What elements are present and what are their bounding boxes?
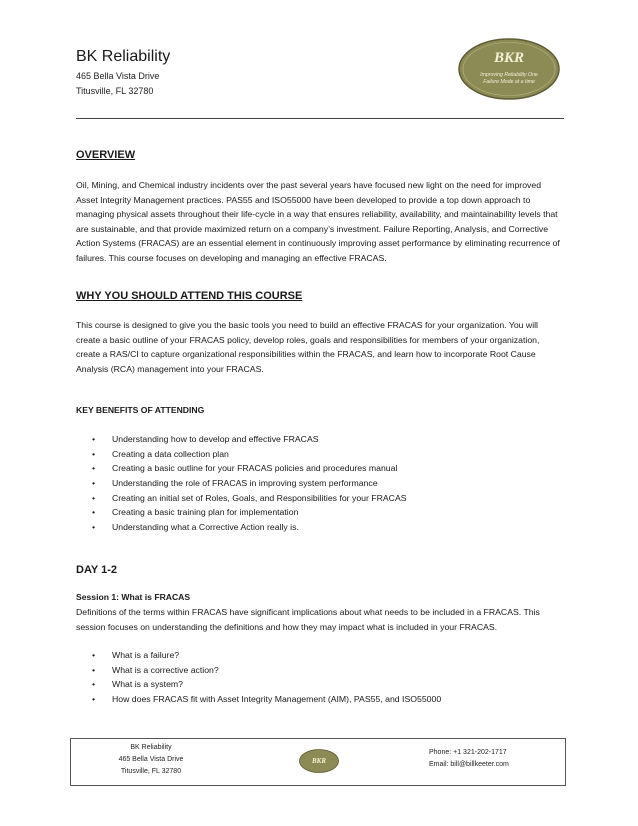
benefit-text: Creating an initial set of Roles, Goals, and Responsibilities for your FRACAS — [112, 492, 407, 503]
session-item-text: What is a system? — [112, 679, 183, 690]
list-item — [92, 663, 552, 678]
bullet-glyph: • — [92, 463, 96, 474]
benefit-text: Understanding how to develop and effective FRACAS — [112, 434, 319, 444]
logo-initials: BKR — [493, 50, 525, 66]
session-title: Session 1: What is FRACAS — [76, 592, 191, 602]
list-item — [92, 648, 552, 663]
session-item-text: How does FRACAS fit with Asset Integrity Management (AIM), PAS55, and ISO55000 — [112, 694, 442, 705]
session-item-text: What is a corrective action? — [112, 664, 219, 675]
list-item — [92, 476, 552, 491]
bullet-glyph: • — [92, 478, 96, 489]
company-name: BK Reliability — [76, 48, 171, 65]
why-attend-paragraph: This course is designed to give you the basic tools you need to build an effective FRACAS for your organization. You will create a basic outline of your FRACAS policy, develop roles, goals and responsibilities for members of your organization, create a RAS/CI to capture organizational responsibilities within the FRACAS, and learn how to incorporate Root Cause Analysis (RCA) management into your FRACAS. — [76, 320, 540, 374]
key-benefits-heading: KEY BENEFITS OF ATTENDING — [76, 405, 205, 415]
overview-heading: OVERVIEW — [76, 149, 136, 161]
session-list — [92, 648, 552, 707]
bullet-glyph: • — [92, 492, 96, 503]
benefit-text: Creating a basic outline for your FRACAS policies and procedures manual — [112, 463, 398, 474]
footer-email[interactable]: Email: bill@billkeeter.com — [429, 761, 509, 768]
list-item — [92, 677, 552, 692]
bullet-glyph: • — [92, 694, 96, 705]
logo-tagline-1: Improving Reliability One — [480, 72, 538, 78]
address-line-2: Titusville, FL 32780 — [76, 86, 154, 96]
header-divider — [76, 118, 564, 119]
benefit-text: Creating a data collection plan — [112, 448, 229, 459]
bullet-glyph: • — [92, 664, 96, 675]
bullet-glyph: • — [92, 679, 96, 690]
list-item — [92, 447, 552, 462]
why-attend-heading: WHY YOU SHOULD ATTEND THIS COURSE — [76, 290, 303, 302]
list-item — [92, 520, 552, 535]
footer-company: BK Reliability — [130, 744, 172, 751]
benefit-text: Understanding what a Corrective Action really is. — [112, 522, 299, 533]
session-paragraph: Definitions of the terms within FRACAS have significant implications about what needs to be included in a FRACAS. This session focuses on understanding the definitions and how they may impact what is included in your FRACAS. — [76, 607, 540, 632]
list-item — [92, 432, 552, 447]
footer-bkr-logo — [299, 749, 339, 773]
logo-tagline-2: Failure Mode at a time — [483, 79, 535, 85]
bullet-glyph: • — [92, 650, 96, 660]
bullet-glyph: • — [92, 507, 96, 518]
footer-logo-initials: BKR — [311, 757, 327, 765]
bullet-glyph: • — [92, 434, 96, 444]
address-line-1: 465 Bella Vista Drive — [76, 71, 160, 81]
list-item — [92, 692, 552, 707]
footer-contact-block — [429, 747, 565, 771]
benefit-text: Understanding the role of FRACAS in improving system performance — [112, 478, 378, 489]
benefit-text: Creating a basic training plan for implementation — [112, 507, 299, 518]
list-item — [92, 491, 552, 506]
bullet-glyph: • — [92, 448, 96, 459]
footer-address-line-2: Titusville, FL 32780 — [120, 768, 182, 775]
bullet-glyph: • — [92, 522, 96, 533]
list-item — [92, 461, 552, 476]
footer-phone: Phone: +1 321-202-1717 — [429, 749, 507, 756]
page-footer — [70, 738, 566, 786]
session-item-text: What is a failure? — [112, 650, 180, 660]
benefits-list — [92, 432, 552, 535]
list-item — [92, 505, 552, 520]
overview-paragraph: Oil, Mining, and Chemical industry incidents over the past several years have focused new light on the need for improved Asset Integrity Management practices. PAS55 and ISO55000 have been developed to provide a top down approach to managing physical assets throughout their life-cycle in a way that ensures reliability, availability, and maintainability levels that are sustainable, and that provide maximized return on a company’s investment. Failure Reporting, Analysis, and Corrective Action Systems (FRACAS) are an essential element in continuously improving asset performance by eliminating recurrence of failures. This course focuses on developing and managing an effective FRACAS. — [76, 180, 560, 263]
footer-address-block — [71, 742, 231, 778]
bkr-logo — [458, 38, 560, 100]
day-heading: DAY 1-2 — [76, 564, 117, 576]
footer-address-line-1: 465 Bella Vista Drive — [118, 756, 184, 763]
